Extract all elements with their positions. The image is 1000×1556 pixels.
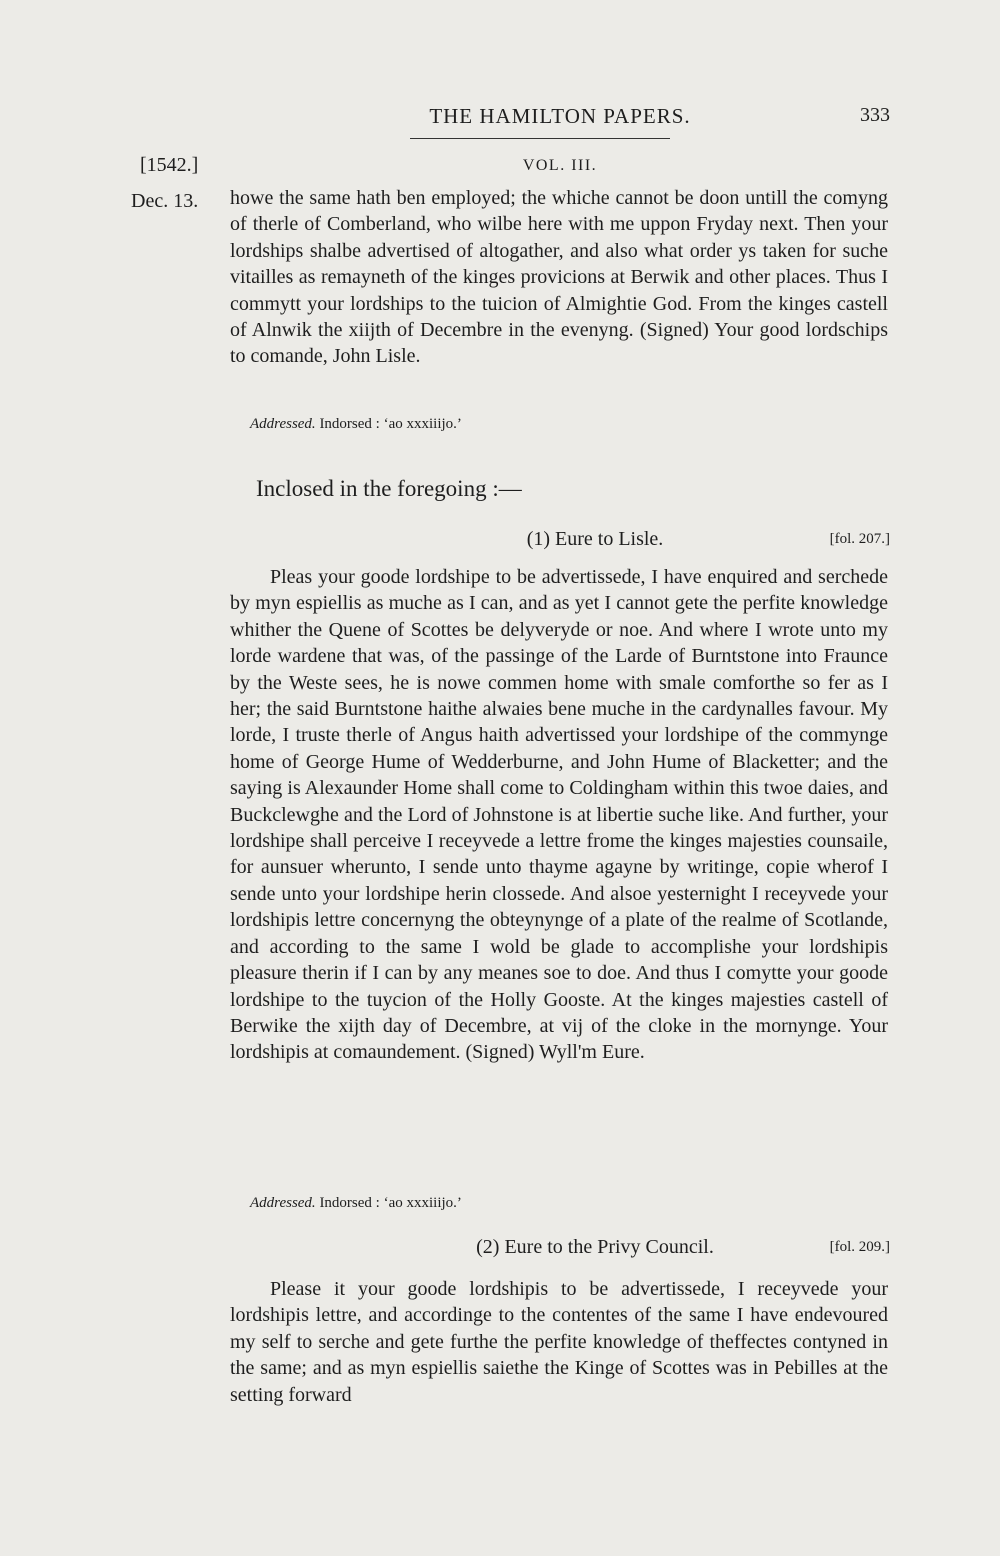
letter-1-endorsement — [250, 1195, 462, 1212]
section-heading: Inclosed in the foregoing :— — [256, 476, 522, 501]
letter-1-title: (1) Eure to Lisle. — [526, 528, 664, 550]
addressed-label: Addressed. — [250, 1195, 316, 1211]
indorsed-text: Indorsed : ‘ao xxxiiijo.’ — [319, 1195, 462, 1211]
letter-1-folio: [fol. 207.] — [829, 531, 890, 547]
page-number: 333 — [860, 104, 890, 126]
letter-2-paragraph: Please it your goode lordshipis to be advertissede, I receyvede your lordshipis lettre, and accordinge to the contentes of the same I have endevoured my self to serche and gete furthe the perfite knowledge of theffectes contyned in the same; and as myn espiellis saiethe the Kinge of Scottes was in Pebilles at the setting forward — [230, 1278, 888, 1406]
entry-paragraph: howe the same hath ben employed; the whiche cannot be doon untill the comyng of therle of Comberland, who wilbe here with me uppon Fryday next. Then your lordships shalbe advertised of altogather, and also what order ys taken for suche vitailles as remayneth of the kinges provicions at Berwik and other places. Thus I commytt your lordships to the tuicion of Almightie God. From the kinges castell of Alnwik the xiijth of Decembre in the evenyng. (Signed) Your good lordschips to comande, John Lisle. — [230, 187, 888, 368]
volume-label: VOL. III. — [522, 157, 598, 174]
letter-1-paragraph: Pleas your goode lordshipe to be advertissede, I have enquired and serchede by myn espiellis as muche as I can, and as yet I cannot gete the perfite knowledge whither the Quene of Scottes be delyveryde or noe. And where I wrote unto my lorde wardene that was, of the passinge of the Larde of Burntstone into Fraunce by the Weste sees, he is nowe commen home with smale comforthe so fer as I her; the said Burntstone haithe alwaies bene muche in the cardynalles favour. My lorde, I truste therle of Angus haith advertissed your lordshipe of the commynge home of George Hume of Wedderburne, and John Hume of Blacketter; and the saying is Alexaunder Home shall come to Coldingham within this twoe daies, and Buckclewghe and the Lord of Johnstone is at libertie suche like. And further, your lordshipe shall perceive I receyvede a lettre frome the kinges majesties counsaile, for aunsuer wherunto, I sende unto thayme agayne by writinge, copie wherof I sende unto your lordshipe herin clossede. And alsoe yesternight I receyvede your lordshipis lettre concernyng the obteynynge of a plate of the realme of Scotlande, and according to the same I wold be glade to accomplishe your lordshipis pleasure therin if I can by any meanes soe to doe. And thus I comytte your goode lordshipe to the tuycion of the Holly Gooste. At the kinges majesties castell of Berwike the xijth day of Decembre, at vij of the cloke in the mornynge. Your lordshipis at comaundement. (Signed) Wyll'm Eure. — [230, 566, 888, 1064]
margin-date: Dec. 13. — [131, 190, 199, 212]
letter-2-heading — [230, 1236, 890, 1262]
margin-year: [1542.] — [140, 154, 199, 176]
header-rule — [410, 138, 670, 139]
letter-2-title: (2) Eure to the Privy Council. — [476, 1236, 714, 1258]
running-head — [230, 100, 890, 130]
entry-endorsement — [250, 416, 462, 433]
addressed-label: Addressed. — [250, 416, 316, 432]
indorsed-text: Indorsed : ‘ao xxxiiijo.’ — [319, 416, 462, 432]
letter-1-heading — [230, 528, 890, 554]
running-title: THE HAMILTON PAPERS. — [429, 104, 691, 128]
letter-2-folio: [fol. 209.] — [829, 1239, 890, 1255]
